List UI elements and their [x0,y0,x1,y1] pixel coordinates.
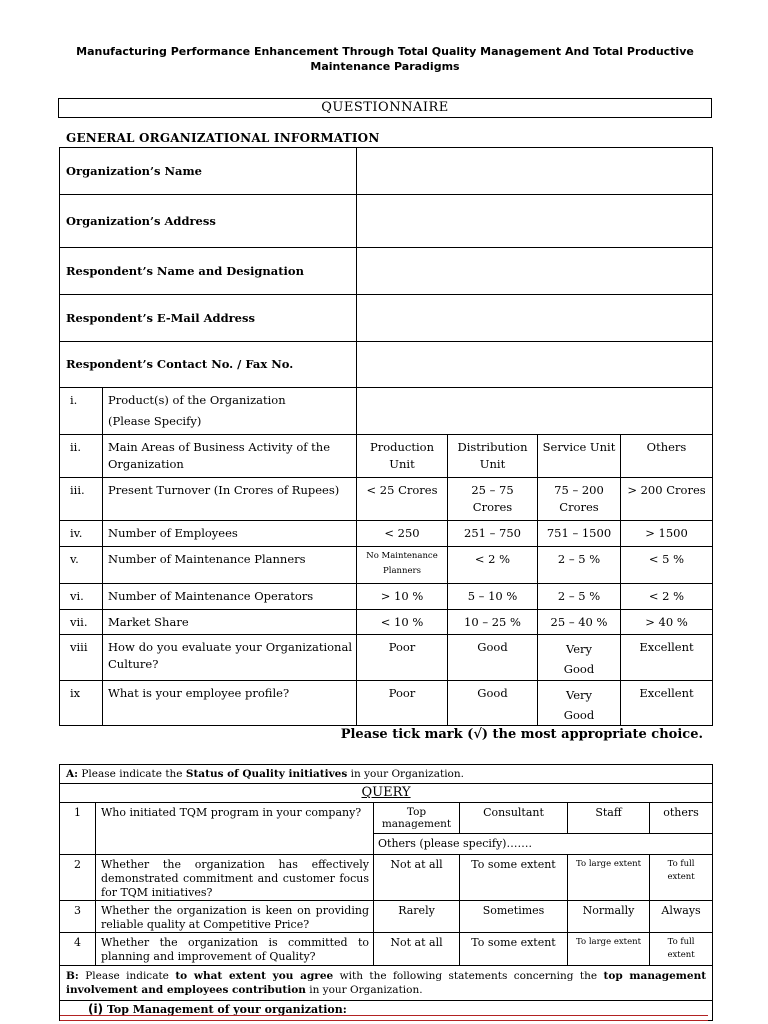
option-cell[interactable]: To large extent [568,855,650,901]
option-cell[interactable]: 5 – 10 % [448,584,538,610]
item-text: Number of Maintenance Operators [103,584,357,610]
option-cell[interactable]: 251 – 750 [448,521,538,547]
option-cell[interactable]: > 200 Crores [621,478,713,521]
option-cell[interactable]: 2 – 5 % [538,584,621,610]
option-cell[interactable]: Not at all [374,933,460,966]
item-note: (Please Specify) [108,414,202,428]
option-cell[interactable]: 751 – 1500 [538,521,621,547]
section-a-instruction: A: Please indicate the Status of Quality initiatives in your Organization. [60,765,713,784]
option-cell[interactable]: 2 – 5 % [538,547,621,584]
item-number: v. [60,547,103,584]
option-cell[interactable]: Very Good [538,681,621,726]
option-cell[interactable]: < 25 Crores [357,478,448,521]
option-cell[interactable]: 10 – 25 % [448,610,538,635]
item-number: iii. [60,478,103,521]
item-text: Number of Employees [103,521,357,547]
general-info-table [59,147,713,726]
item-number: ix [60,681,103,726]
item-number: iv. [60,521,103,547]
option-cell[interactable]: Others [621,435,713,478]
item-number: i. [60,388,103,435]
item-number: vii. [60,610,103,635]
item-text: What is your employee profile? [103,681,357,726]
option-cell[interactable]: Excellent [621,681,713,726]
option-cell[interactable]: Production Unit [357,435,448,478]
option-cell[interactable]: Distribution Unit [448,435,538,478]
item-text: Present Turnover (In Crores of Rupees) [103,478,357,521]
query-number: 3 [60,901,96,933]
info-label: Respondent’s E-Mail Address [60,295,357,342]
option-cell[interactable]: Poor [357,635,448,681]
subsection-heading: (i) Top Management of your organization: [60,1001,713,1021]
option-cell[interactable]: > 10 % [357,584,448,610]
section-b-instruction: B: Please indicate to what extent you agree with the following statements concerning the top management involvement and employees contribution in your Organization. [60,966,713,1001]
item-question [103,388,357,435]
others-specify-field[interactable]: Others (please specify)……. [374,834,713,855]
query-text: Whether the organization is committed to planning and improvement of Quality? [96,933,374,966]
info-input-field[interactable] [357,295,713,342]
query-number: 2 [60,855,96,901]
query-number: 4 [60,933,96,966]
item-text: Market Share [103,610,357,635]
info-label: Organization’s Address [60,195,357,248]
option-cell[interactable]: To some extent [460,933,568,966]
query-heading: QUERY [60,784,713,803]
option-cell[interactable]: Poor [357,681,448,726]
info-input-field[interactable] [357,148,713,195]
option-cell[interactable]: Always [650,901,713,933]
query-text: Whether the organization has effectively demonstrated commitment and customer focus for TQM initiatives? [96,855,374,901]
option-cell[interactable]: < 10 % [357,610,448,635]
option-cell[interactable]: Not at all [374,855,460,901]
option-cell[interactable]: 75 – 200 Crores [538,478,621,521]
item-text: Main Areas of Business Activity of the Organization [103,435,357,478]
item-text: How do you evaluate your Organizational Culture? [103,635,357,681]
option-cell[interactable]: No Maintenance Planners [357,547,448,584]
query-text: Who initiated TQM program in your company? [96,803,374,855]
option-cell[interactable]: To full extent [650,933,713,966]
info-input-field[interactable] [357,342,713,388]
general-info-heading: GENERAL ORGANIZATIONAL INFORMATION [66,131,380,145]
item-number: viii [60,635,103,681]
paper-title: Manufacturing Performance Enhancement Through Total Quality Management And Total Productive Maintenance Paradigms [76,45,694,73]
option-cell[interactable]: Staff [568,803,650,834]
tick-instruction: Please tick mark (√) the most appropriate choice. [340,727,703,742]
query-text: Whether the organization is keen on providing reliable quality at Competitive Price? [96,901,374,933]
item-number: ii. [60,435,103,478]
item-answer-field[interactable] [357,388,713,435]
footer-rule [60,1015,708,1016]
option-cell[interactable]: < 5 % [621,547,713,584]
footer-rule [60,1020,708,1021]
option-cell[interactable]: 25 – 40 % [538,610,621,635]
option-cell[interactable]: Consultant [460,803,568,834]
info-label: Respondent’s Contact No. / Fax No. [60,342,357,388]
option-cell[interactable]: Sometimes [460,901,568,933]
item-text: Product(s) of the Organization [108,393,286,407]
option-cell[interactable]: To some extent [460,855,568,901]
info-input-field[interactable] [357,248,713,295]
option-cell[interactable]: To large extent [568,933,650,966]
option-cell[interactable]: Good [448,635,538,681]
option-cell[interactable]: 25 – 75 Crores [448,478,538,521]
option-cell[interactable]: To full extent [650,855,713,901]
questionnaire-title: QUESTIONNAIRE [58,98,712,118]
info-label: Organization’s Name [60,148,357,195]
option-cell[interactable]: Excellent [621,635,713,681]
option-cell[interactable]: > 1500 [621,521,713,547]
option-cell[interactable]: Good [448,681,538,726]
option-cell[interactable]: Top management [374,803,460,834]
option-cell[interactable]: others [650,803,713,834]
option-cell[interactable]: < 2 % [448,547,538,584]
option-cell[interactable]: > 40 % [621,610,713,635]
option-cell[interactable]: Normally [568,901,650,933]
quality-initiatives-table [59,764,713,1021]
info-input-field[interactable] [357,195,713,248]
option-cell[interactable]: < 250 [357,521,448,547]
option-cell[interactable]: Service Unit [538,435,621,478]
info-label: Respondent’s Name and Designation [60,248,357,295]
option-cell[interactable]: Rarely [374,901,460,933]
option-cell[interactable]: < 2 % [621,584,713,610]
item-number: vi. [60,584,103,610]
option-cell[interactable]: Very Good [538,635,621,681]
item-text: Number of Maintenance Planners [103,547,357,584]
query-number: 1 [60,803,96,855]
